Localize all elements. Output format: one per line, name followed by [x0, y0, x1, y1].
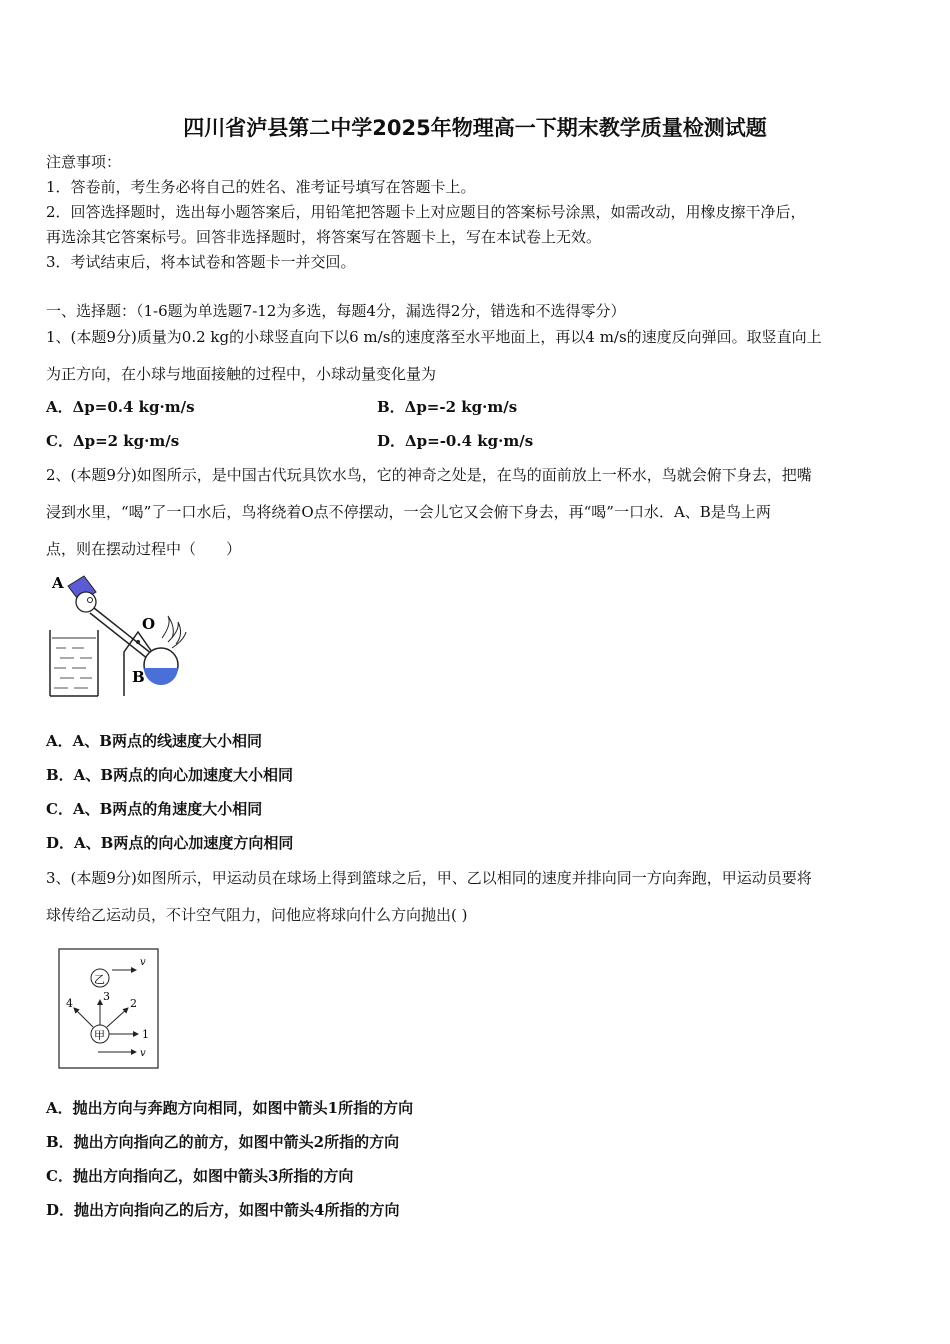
q3-stem-line2: 球传给乙运动员，不计空气阻力，问他应将球向什么方向抛出( ): [46, 906, 468, 924]
q2-stem-line2: 浸到水里，“喝”了一口水后，鸟将绕着O点不停摆动，一会儿它又会俯下身去，再“喝”一口水．A、B是鸟上两: [46, 503, 771, 521]
label-v-top: v: [140, 957, 146, 968]
players-figure: [58, 948, 160, 1070]
q1-option-d: D．Δp=-0.4 kg·m/s: [377, 432, 534, 450]
label-jia: 甲: [94, 1029, 105, 1042]
label-v-bottom: v: [140, 1048, 146, 1059]
section-heading: 一、选择题：（1-6题为单选题7-12为多选，每题4分，漏选得2分，错选和不选得零分）: [46, 302, 626, 320]
q2-stem-line1: 2、(本题9分)如图所示，是中国古代玩具饮水鸟，它的神奇之处是，在鸟的面前放上一杯水，鸟就会俯下身去，把嘴: [46, 466, 812, 484]
q1-option-b: B．Δp=-2 kg·m/s: [377, 398, 518, 416]
label-b: B: [132, 668, 145, 686]
drinking-bird-figure: [44, 572, 194, 702]
q2-option-b: B．A、B两点的向心加速度大小相同: [46, 766, 293, 784]
q2-stem-line3: 点，则在摆动过程中（ ）: [46, 540, 242, 558]
q1-stem-line1: 1、(本题9分)质量为0.2 kg的小球竖直向下以6 m/s的速度落至水平地面上，再以4 m/s的速度反向弹回。取竖直向上: [46, 328, 822, 346]
label-yi: 乙: [94, 973, 105, 986]
q2-option-a: A．A、B两点的线速度大小相同: [46, 732, 262, 750]
q3-option-a: A．抛出方向与奔跑方向相同，如图中箭头1所指的方向: [46, 1099, 414, 1117]
label-1: 1: [142, 1028, 149, 1041]
q2-option-c: C．A、B两点的角速度大小相同: [46, 800, 263, 818]
q1-stem-line2: 为正方向，在小球与地面接触的过程中，小球动量变化量为: [46, 365, 437, 383]
label-3: 3: [103, 990, 110, 1003]
q3-option-b: B．抛出方向指向乙的前方，如图中箭头2所指的方向: [46, 1133, 400, 1151]
label-2: 2: [130, 997, 137, 1010]
water-cup: [50, 630, 98, 696]
q3-option-c: C．抛出方向指向乙，如图中箭头3所指的方向: [46, 1167, 354, 1185]
pivot-o: [136, 640, 140, 644]
notice-heading: 注意事项：: [46, 153, 122, 171]
q3-stem-line1: 3、(本题9分)如图所示，甲运动员在球场上得到篮球之后，甲、乙以相同的速度并排向同一方向奔跑，甲运动员要将: [46, 869, 812, 887]
q3-option-d: D．抛出方向指向乙的后方，如图中箭头4所指的方向: [46, 1201, 400, 1219]
page-title: 四川省泸县第二中学2025年物理高一下期末教学质量检测试题: [183, 116, 767, 140]
notice-item-2-cont: 再选涂其它答案标号。回答非选择题时，将答案写在答题卡上，写在本试卷上无效。: [46, 228, 602, 246]
label-4: 4: [66, 997, 73, 1010]
notice-item-2: 2．回答选择题时，选出每小题答案后，用铅笔把答题卡上对应题目的答案标号涂黑，如需改动，用橡皮擦干净后，: [46, 203, 806, 221]
q1-option-a: A．Δp=0.4 kg·m/s: [46, 398, 195, 416]
notice-item-3: 3．考试结束后，将本试卷和答题卡一并交回。: [46, 253, 356, 271]
notice-item-1: 1．答卷前，考生务必将自己的姓名、准考证号填写在答题卡上。: [46, 178, 476, 196]
q1-option-c: C．Δp=2 kg·m/s: [46, 432, 180, 450]
label-o: O: [142, 615, 156, 633]
q2-option-d: D．A、B两点的向心加速度方向相同: [46, 834, 294, 852]
bird-head: [76, 592, 96, 612]
label-a: A: [52, 574, 64, 592]
